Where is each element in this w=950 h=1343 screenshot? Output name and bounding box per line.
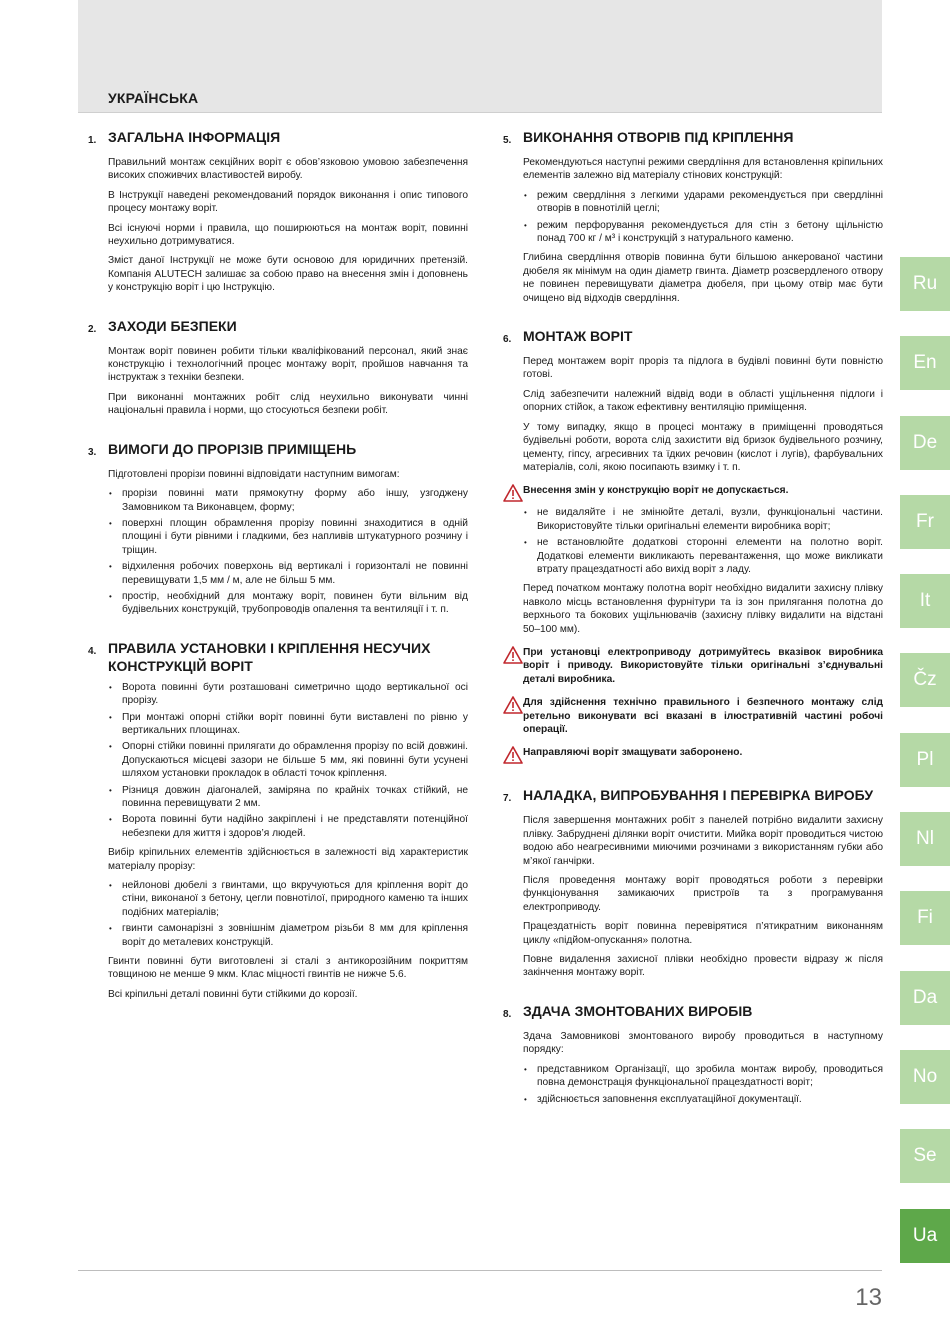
bullet-list xyxy=(108,879,468,949)
paragraph: Рекомендуються наступні режими свердління для встановлення кріпильних елементів залежно від матеріалу стінових конструкцій: xyxy=(523,157,883,182)
section-heading xyxy=(503,128,883,150)
paragraph: Повне видалення захисної плівки необхідно провести відразу ж після закінчення монтажу воріт. xyxy=(523,954,883,979)
list-item: • Ворота повинні бути розташовані симетрично щодо вертикальної осі прорізу. xyxy=(108,681,468,708)
list-item: • режим свердління з легкими ударами рекомендується при свердлінні отворів в повнотілій цеглі; xyxy=(523,189,883,216)
paragraph: Здача Замовникові змонтованого виробу проводиться в наступному порядку: xyxy=(523,1030,883,1056)
section-general-info xyxy=(88,128,468,295)
tab-it[interactable]: It xyxy=(900,574,950,628)
warning-note xyxy=(503,696,883,736)
language-title: УКРАЇНСЬКА xyxy=(108,90,199,106)
paragraph: Після проведення монтажу воріт проводяться роботи з перевірки функціонування замикаючих пристроїв та з програмування електроприводу. xyxy=(523,875,883,913)
list-item: • Опорні стійки повинні прилягати до обрамлення прорізу по всій довжині. Допускаються місцеві зазори не більше 5 мм, які повинні бути усунені шляхом установки прокладок в області точок кріплення. xyxy=(108,740,468,780)
list-item: • представником Організації, що зробила монтаж виробу, проводиться повна демонстрація функціональної працездатності воріт; xyxy=(523,1063,883,1090)
list-item: • поверхні площин обрамлення прорізу повинні знаходитися в одній площині і бути рівними і гладкими, без напливів штукатурного розчину і тріщин. xyxy=(108,517,468,557)
tab-fr[interactable]: Fr xyxy=(900,495,950,549)
section-heading xyxy=(503,786,883,808)
paragraph: Гвинти повинні бути виготовлені зі сталі з антикорозійним покриттям товщиною не менше 9 мкм. Клас міцності гвинтів не нижче 5.6. xyxy=(108,956,468,981)
paragraph: При виконанні монтажних робіт слід неухильно виконувати чинні національні правила і норми, що стосуються безпеки робіт. xyxy=(108,391,468,417)
section-title: ВИМОГИ ДО ПРОРІЗІВ ПРИМІЩЕНЬ xyxy=(108,440,357,457)
section-number: 6. xyxy=(503,334,512,346)
section-number: 8. xyxy=(503,1008,512,1020)
warning-note xyxy=(503,484,883,502)
paragraph: Перед монтажем воріт проріз та підлога в будівлі повинні бути повністю готові. xyxy=(523,356,883,381)
list-item: • простір, необхідний для монтажу воріт, повинен бути вільним від будівельних конструкцій, трубопроводів опалення та вентиляції і т. п. xyxy=(108,590,468,617)
tab-ru[interactable]: Ru xyxy=(900,257,950,311)
section-heading xyxy=(88,317,468,339)
page-header xyxy=(78,0,882,113)
paragraph: Перед початком монтажу полотна воріт необхідно видалити захисну плівку навколо місць встановлення фурнітури та із зон прилягання полотна до верхнього та бокових ущільнювачів (захисну плівку видалити на відстані 50–100 мм). xyxy=(523,583,883,635)
section-number: 7. xyxy=(503,793,512,805)
paragraph: Монтаж воріт повинен робити тільки кваліфікований персонал, який знає конструкцію і технологічний процес монтажу воріт, пройшов навчання та інструктаж з техніки безпеки. xyxy=(108,345,468,384)
footer-divider xyxy=(78,1270,882,1271)
list-item: • нейлонові дюбелі з гвинтами, що вкручуються для кріплення воріт до стіни, виконаної з бетону, цегли повнотілої, природного каменю та інших подібних матеріалів; xyxy=(108,879,468,919)
section-opening-requirements xyxy=(88,440,468,617)
left-column xyxy=(88,128,468,1023)
section-installation-rules xyxy=(88,639,468,1002)
warning-text: Внесення змін у конструкцію воріт не допускається. xyxy=(523,485,789,497)
tab-en[interactable]: En xyxy=(900,336,950,390)
language-tabs xyxy=(900,257,950,1288)
section-title: НАЛАДКА, ВИПРОБУВАННЯ І ПЕРЕВІРКА ВИРОБУ xyxy=(523,787,874,804)
section-heading xyxy=(88,128,468,150)
section-number: 3. xyxy=(88,446,97,458)
warning-icon xyxy=(503,646,523,664)
section-drilling xyxy=(503,128,883,305)
warning-icon xyxy=(503,696,523,714)
section-title: ВИКОНАННЯ ОТВОРІВ ПІД КРІПЛЕННЯ xyxy=(523,129,794,145)
section-heading xyxy=(503,327,883,349)
tab-nl[interactable]: Nl xyxy=(900,812,950,866)
tab-fi[interactable]: Fi xyxy=(900,891,950,945)
warning-icon xyxy=(503,746,523,764)
list-item: • не встановлюйте додаткові сторонні елементи на полотно воріт. Додаткові елементи викликають перевантаження, що може викликати втрату працездатності або вихід воріт з ладу. xyxy=(523,536,883,576)
section-heading xyxy=(503,1002,883,1024)
bullet-list xyxy=(108,681,468,840)
list-item: • При монтажі опорні стійки воріт повинні бути виставлені по рівню у вертикальних площинах. xyxy=(108,711,468,738)
list-item: • Різниця довжин діагоналей, заміряна по крайніх точках стійкий, не повинна перевищувати 2 мм. xyxy=(108,784,468,811)
paragraph: У тому випадку, якщо в процесі монтажу в приміщенні проводяться будівельні роботи, ворота слід захистити від бризок будівельного розчину, цементу, гіпсу, агресивних та їдких речовин (кислот і лугів), фарбувальних матеріалів, солі, якою посипають взимку і т. п. xyxy=(523,421,883,473)
warning-note xyxy=(503,746,883,764)
tab-cz[interactable]: Čz xyxy=(900,653,950,707)
section-number: 5. xyxy=(503,135,512,146)
section-title: МОНТАЖ ВОРІТ xyxy=(523,328,633,345)
list-item: • не видаляйте і не змінюйте деталі, вузли, функціональні частини. Використовуйте тільки оригінальні елементи виробника воріт; xyxy=(523,506,883,533)
bullet-list xyxy=(523,506,883,576)
section-title: ЗДАЧА ЗМОНТОВАНИХ ВИРОБІВ xyxy=(523,1002,753,1019)
list-item: • гвинти самонарізні з зовнішнім діаметром різьби 8 мм для кріплення воріт до металевих конструкцій. xyxy=(108,922,468,949)
section-title: ПРАВИЛА УСТАНОВКИ І КРІПЛЕННЯ НЕСУЧИХ КОНСТРУКЦІЙ ВОРІТ xyxy=(108,639,431,674)
section-title: ЗАГАЛЬНА ІНФОРМАЦІЯ xyxy=(108,129,281,145)
list-item: • прорізи повинні мати прямокутну форму або іншу, узгоджену Замовником та Виконавцем, форму; xyxy=(108,487,468,514)
tab-no[interactable]: No xyxy=(900,1050,950,1104)
section-number: 2. xyxy=(88,323,97,335)
tab-ua[interactable]: Ua xyxy=(900,1209,950,1263)
paragraph: Працездатність воріт повинна перевірятися п’ятикратним виконанням циклу «підйом-опускання» полотна. xyxy=(523,921,883,946)
paragraph: Після завершення монтажних робіт з панелей потрібно видалити захисну плівку. Забруднені ділянки воріт очистити. Мийка воріт проводиться чистою водою або неагресивними миючими розчинами з використанням губки або м’якої ганчірки. xyxy=(523,815,883,867)
bullet-list xyxy=(108,487,468,617)
list-item: • режим перфорування рекомендується для стін з бетону щільністю понад 700 кг / м³ і конструкцій з натурального каменю. xyxy=(523,219,883,246)
tab-de[interactable]: De xyxy=(900,416,950,470)
right-column xyxy=(503,128,883,1128)
page-number: 13 xyxy=(855,1284,882,1311)
bullet-list xyxy=(523,1063,883,1106)
section-testing xyxy=(503,786,883,979)
tab-da[interactable]: Da xyxy=(900,971,950,1025)
paragraph: В Інструкції наведені рекомендований порядок виконання і опис типового процесу монтажу воріт. xyxy=(108,189,468,215)
section-number: 1. xyxy=(88,135,97,146)
section-number: 4. xyxy=(88,645,97,657)
list-item: • відхилення робочих поверхонь від вертикалі і горизонталі не повинні перевищувати 1,5 мм / м, але не більш 5 мм. xyxy=(108,560,468,587)
bullet-list xyxy=(523,189,883,246)
paragraph: Глибина свердління отворів повинна бути більшою анкерованої частини дюбеля як мінімум на один діаметр гвинта. Діаметр розсвердленого отвору не повинен перевищувати діаметра дюбеля, при цьому отвір має бути очищено від відходів свердління. xyxy=(523,252,883,304)
paragraph: Всі існуючі норми і правила, що поширюються на монтаж воріт, повинні неухильно дотримуватися. xyxy=(108,222,468,248)
section-safety xyxy=(88,317,468,418)
section-mounting xyxy=(503,327,883,764)
section-title: ЗАХОДИ БЕЗПЕКИ xyxy=(108,317,237,334)
section-heading xyxy=(88,639,468,675)
warning-text: Направляючі воріт змащувати заборонено. xyxy=(523,747,743,759)
paragraph: Слід забезпечити належний відвід води в області ущільнення підлоги і опорних стійок, а також ефективну вентиляцію приміщення. xyxy=(523,388,883,414)
warning-text: При установці електроприводу дотримуйтесь вказівок виробника воріт і приводу. Використовуйте тільки оригінальні з’єднувальні деталі виробника. xyxy=(523,646,883,685)
tab-pl[interactable]: Pl xyxy=(900,733,950,787)
section-heading xyxy=(88,440,468,462)
warning-text: Для здійснення технічно правильного і безпечного монтажу слід ретельно виконувати всі вказані в ілюстративній частині робочі операції. xyxy=(523,697,883,735)
paragraph: Вибір кріпильних елементів здійснюється в залежності від характеристик матеріалу прорізу: xyxy=(108,847,468,872)
warning-icon xyxy=(503,484,523,502)
tab-se[interactable]: Se xyxy=(900,1129,950,1183)
paragraph: Правильний монтаж секційних воріт є обов’язковою умовою забезпечення високих споживчих властивостей виробу. xyxy=(108,157,468,182)
section-handover xyxy=(503,1002,883,1106)
paragraph: Підготовлені прорізи повинні відповідати наступним вимогам: xyxy=(108,468,400,480)
warning-note xyxy=(503,646,883,686)
list-item: • здійснюється заповнення експлуатаційної документації. xyxy=(523,1093,883,1106)
paragraph: Зміст даної Інструкції не може бути основою для юридичних претензій. Компанія ALUTECH залишає за собою право на внесення змін і доповнень у конструкцію воріт і цю Інструкцію. xyxy=(108,255,468,294)
list-item: • Ворота повинні бути надійно закріплені і не представляти потенційної небезпеки для життя і здоров’я людей. xyxy=(108,813,468,840)
paragraph: Всі кріпильні деталі повинні бути стійкими до корозії. xyxy=(108,988,358,1000)
